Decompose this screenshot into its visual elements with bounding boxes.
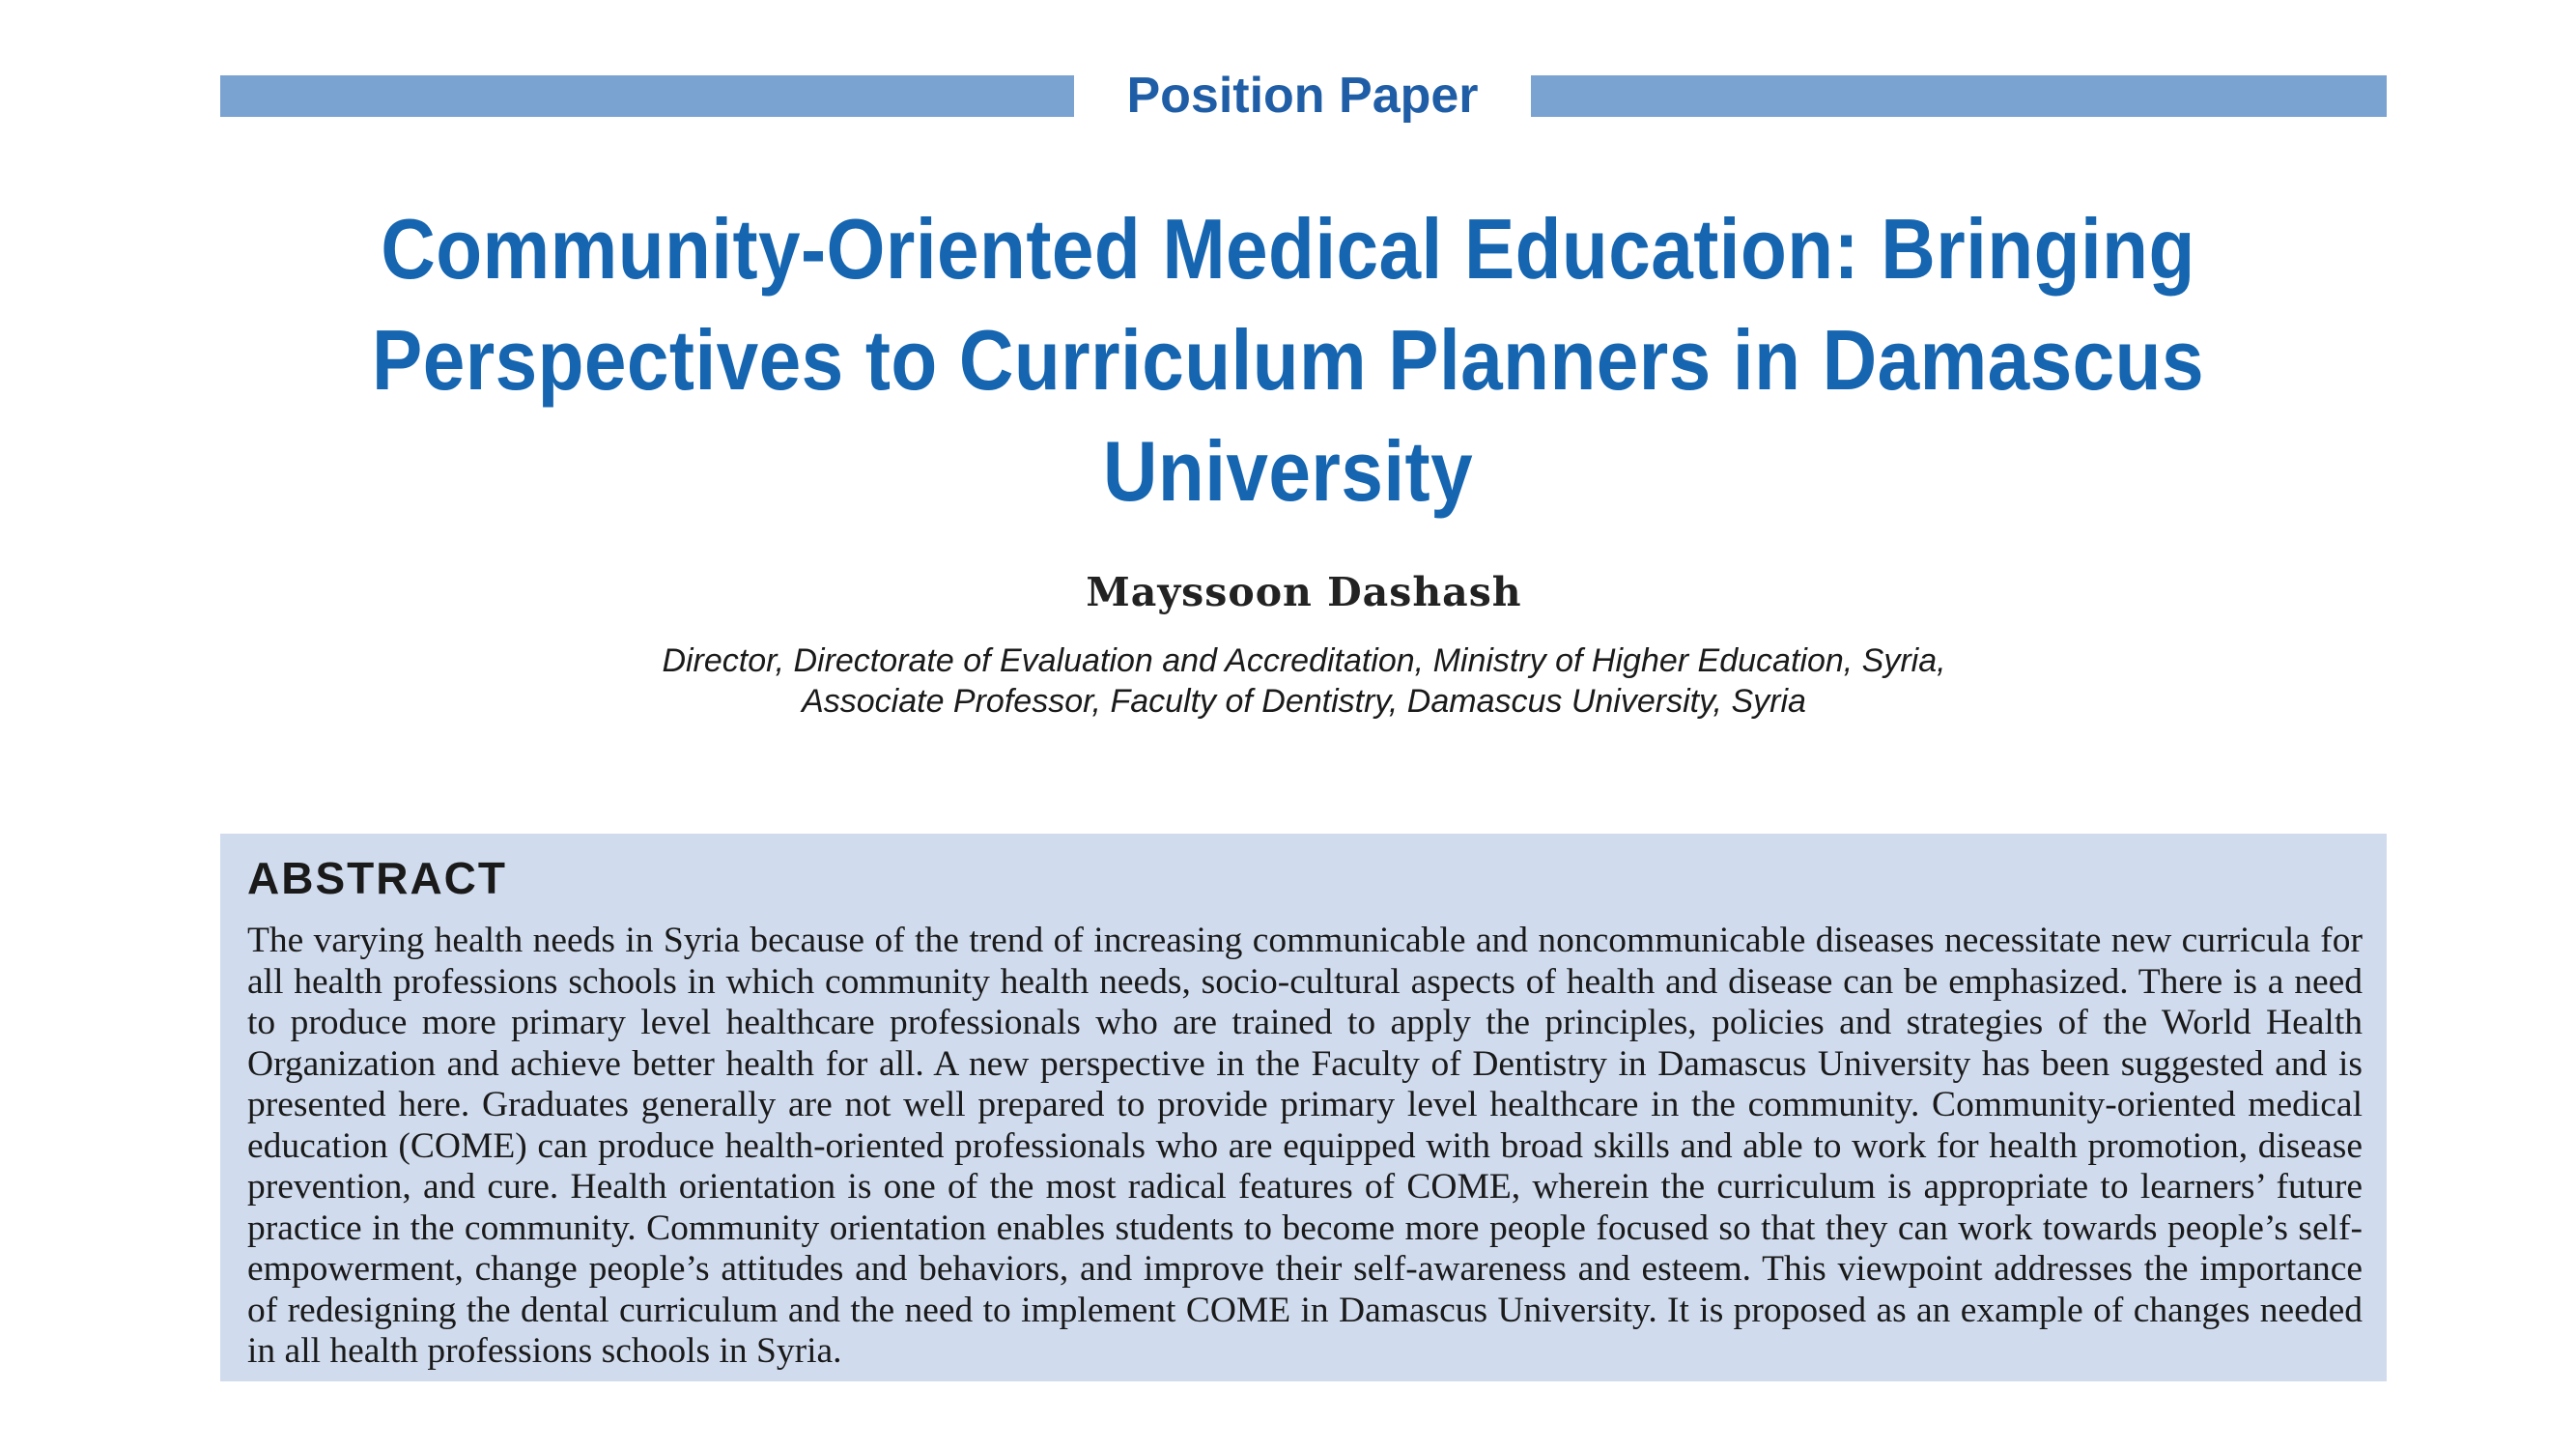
abstract-text: The varying health needs in Syria because of the trend of increasing communicable and noncommunicable diseases necessitate new curricula for all health professions schools in which community health needs, socio-cultural aspects of health and disease can be emphasized. There is a need to produce more primary level healthcare professionals who are trained to apply the principles, policies and strategies of the World Health Organization and achieve better health for all. A new perspective in the Faculty of Dentistry in Damascus University has been suggested and is presented here. Graduates generally are not well prepared to provide primary level healthcare in the community. Community-oriented medical education (COME) can produce health-oriented professionals who are equipped with broad skills and able to work for health promotion, disease prevention, and cure. Health orientation is one of the most radical features of COME, wherein the curriculum is appropriate to learners’ future practice in the community. Community orientation enables students to become more people focused so that they can work towards people’s self-empowerment, change people’s attitudes and behaviors, and improve their self-awareness and esteem. This viewpoint addresses the importance of redesigning the dental curriculum and the need to implement COME in Damascus University. It is proposed as an example of changes needed in all health professions schools in Syria. (247, 921, 2363, 1371)
banner-bar-left (220, 75, 1074, 117)
abstract-heading: ABSTRACT (247, 853, 507, 903)
paper-title (270, 193, 2306, 526)
title-line: Perspectives to Curriculum Planners in Damascus (372, 312, 2204, 408)
affiliation-line: Associate Professor, Faculty of Dentistry, Damascus University, Syria (802, 683, 1806, 720)
author-affiliation (0, 640, 2576, 722)
title-line: Community-Oriented Medical Education: Bringing (381, 201, 2195, 297)
banner-bar-right (1531, 75, 2387, 117)
affiliation-line: Director, Directorate of Evaluation and Accreditation, Ministry of Higher Education, Syria, (662, 642, 1946, 679)
title-line: University (1102, 423, 1474, 519)
author-name: Mayssoon Dashash (1086, 569, 1522, 615)
section-type-label: Position Paper (1126, 68, 1479, 124)
abstract-box (220, 834, 2387, 1381)
